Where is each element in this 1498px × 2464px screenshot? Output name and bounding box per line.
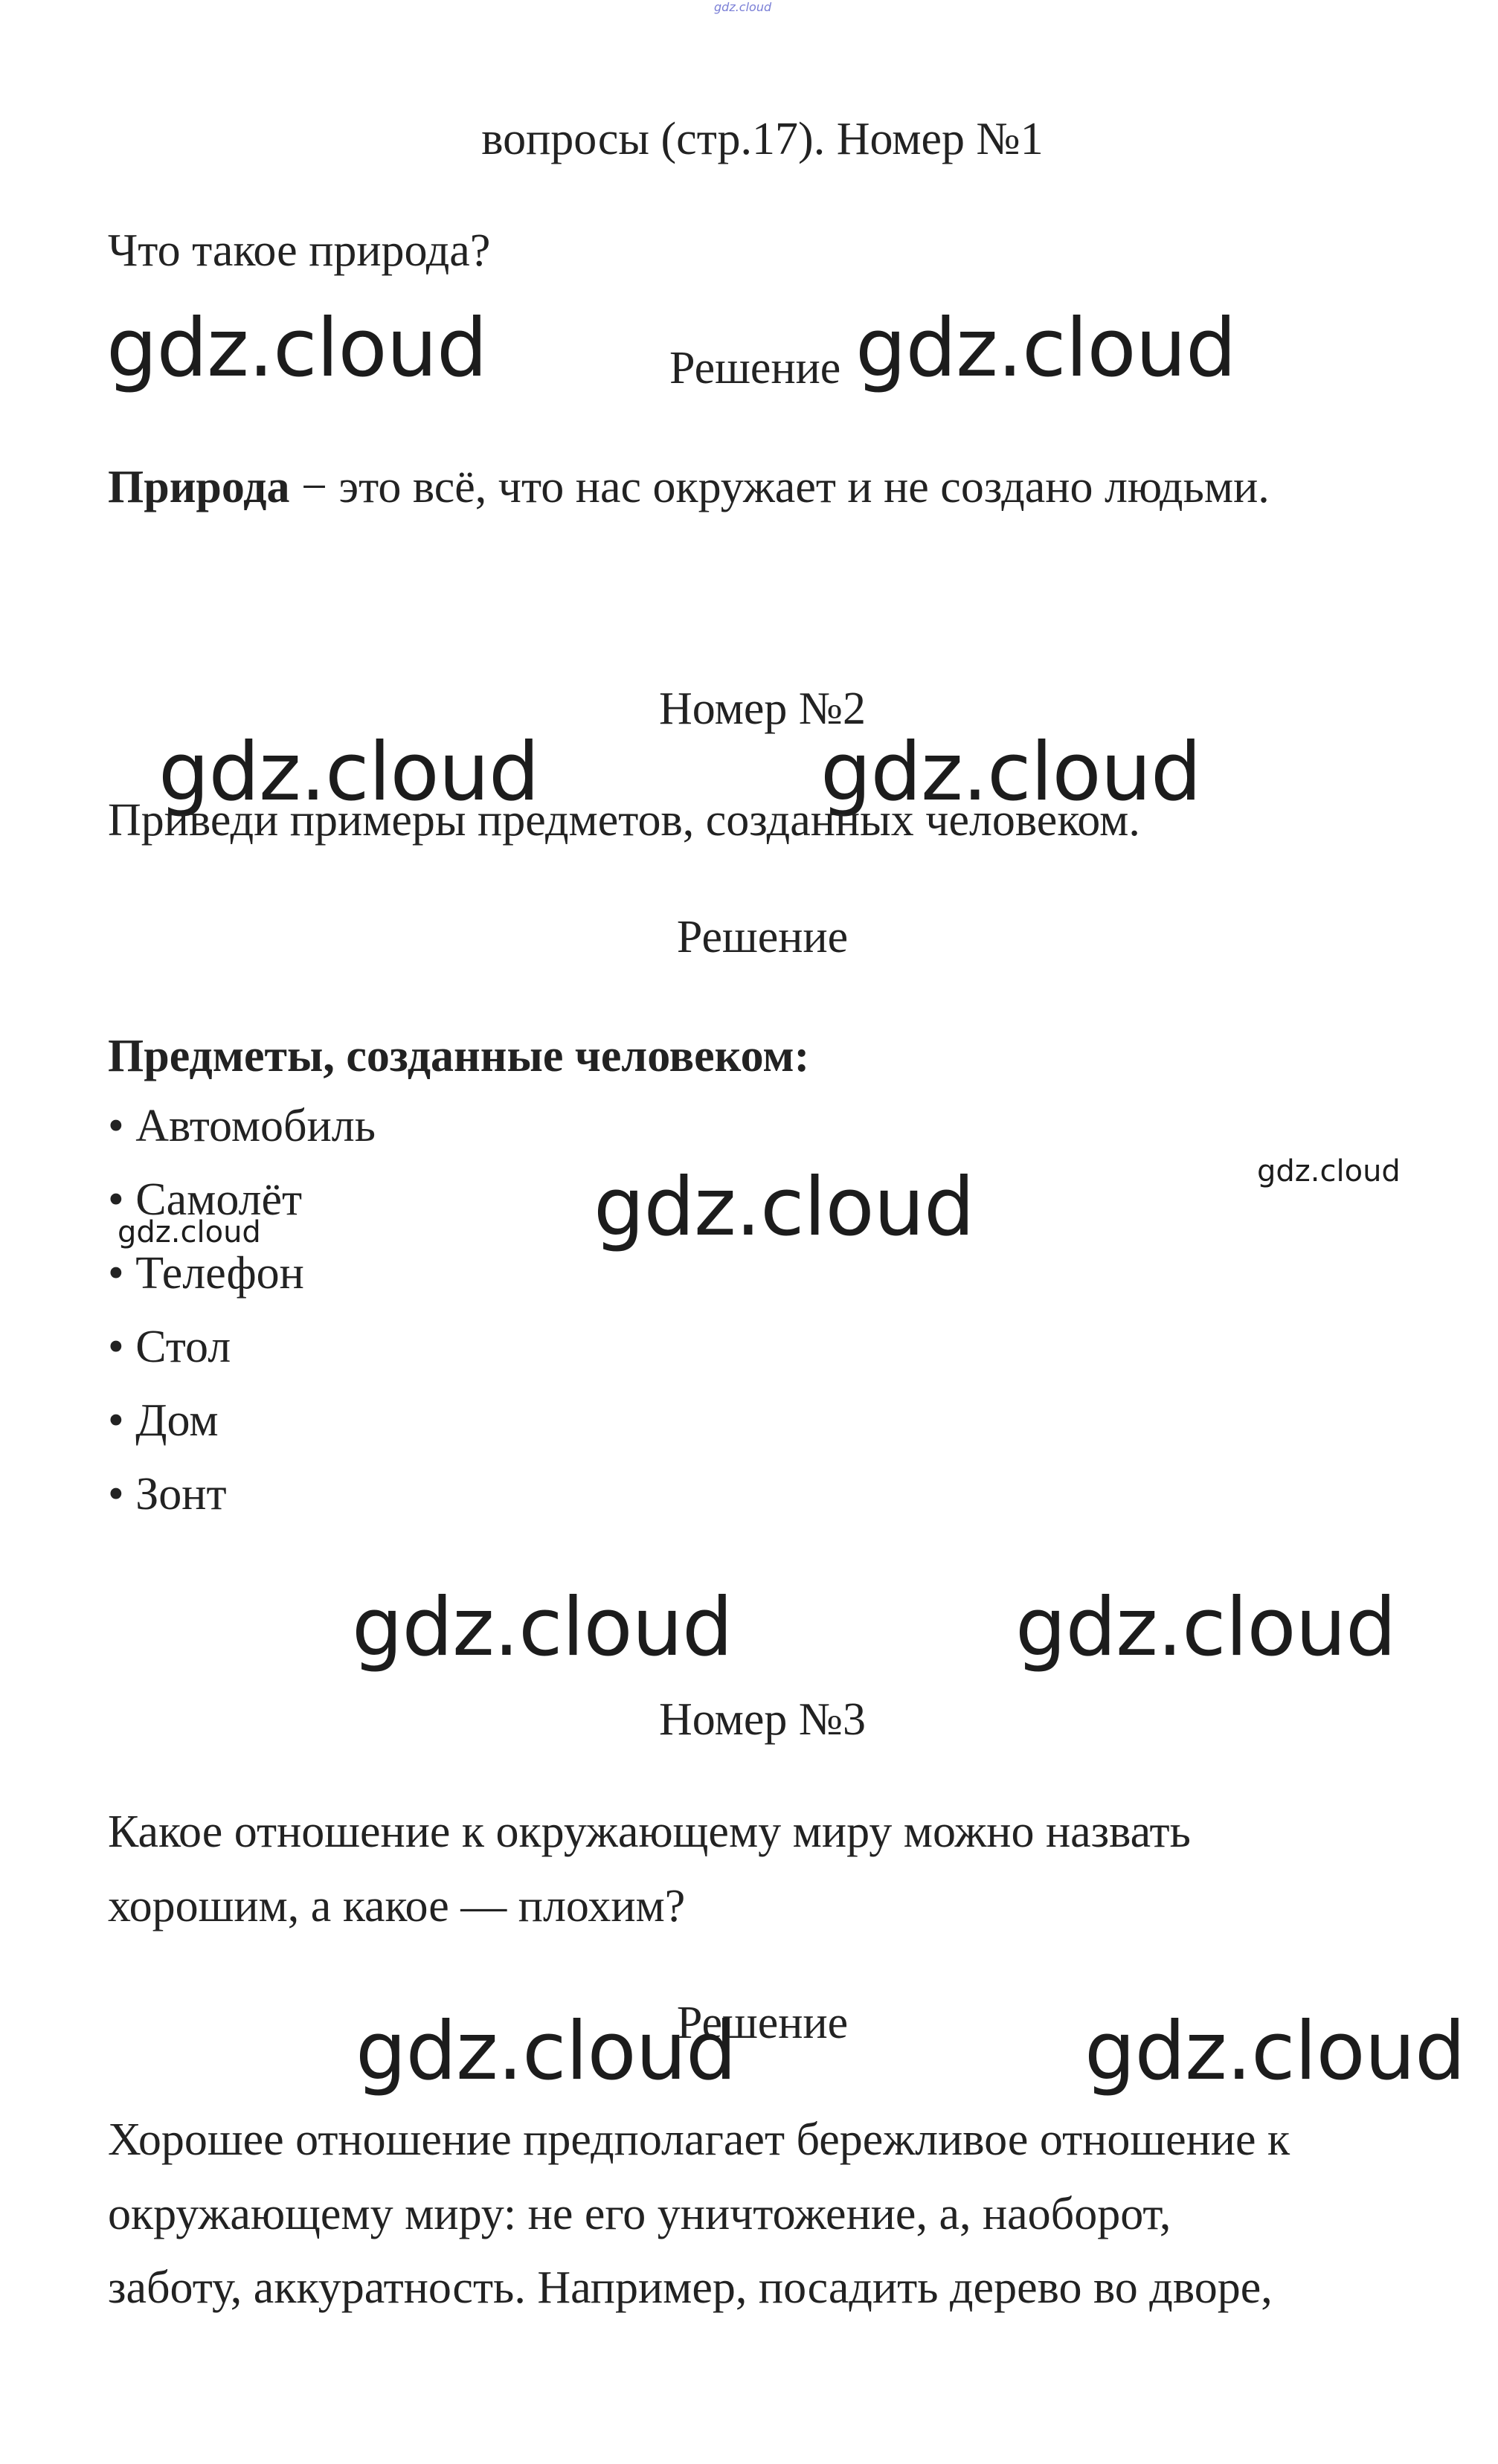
watermark: gdz.cloud [158,726,539,819]
q1-question: Что такое природа? [108,225,491,276]
watermark: gdz.cloud [106,302,487,395]
q1-header: вопросы (стр.17). Номер №1 [481,114,1044,164]
list-item: • Стол [108,1310,376,1384]
q1-answer-term: Природа [108,462,290,512]
watermark: gdz.cloud [1084,2005,1465,2098]
q2-solution-label: Решение [676,912,849,962]
list-item: • Дом [108,1384,376,1458]
watermark: gdz.cloud [1015,1581,1396,1674]
q1-answer-text: − это всё, что нас окружает и не создано людьми. [289,462,1270,512]
list-item: • Зонт [108,1458,376,1531]
watermark-small: gdz.cloud [118,1215,261,1249]
list-item: • Самолёт [108,1163,376,1237]
watermark-top: gdz.cloud [714,0,772,14]
list-item: • Автомобиль [108,1090,376,1163]
q2-items-list [108,1090,376,1531]
q3-solution-label: Решение [676,1998,849,2048]
watermark: gdz.cloud [352,1581,733,1674]
q1-solution-label: Решение [669,343,841,393]
watermark: gdz.cloud [356,2005,736,2098]
q2-list-title: Предметы, созданные человеком: [108,1031,810,1081]
q3-question-line: Какое отношение к окружающему миру можно назвать [108,1807,1191,1857]
q3-question-line: хорошим, а какое — плохим? [108,1881,686,1931]
q2-header: Номер №2 [658,683,866,734]
watermark: gdz.cloud [594,1161,974,1254]
q2-question: Приведи примеры предметов, созданных человеком. [108,795,1140,846]
watermark-small: gdz.cloud [1257,1154,1401,1188]
watermark: gdz.cloud [820,726,1201,819]
q3-answer-line: Хорошее отношение предполагает бережливое отношение к [108,2114,1290,2165]
q3-answer-line: заботу, аккуратность. Например, посадить дерево во дворе, [108,2262,1273,2313]
list-item: • Телефон [108,1237,376,1310]
q1-answer [108,450,1270,524]
q3-header: Номер №3 [658,1694,866,1745]
q3-answer-line: окружающему миру: не его уничтожение, а, наоборот, [108,2189,1171,2239]
watermark: gdz.cloud [855,302,1236,395]
